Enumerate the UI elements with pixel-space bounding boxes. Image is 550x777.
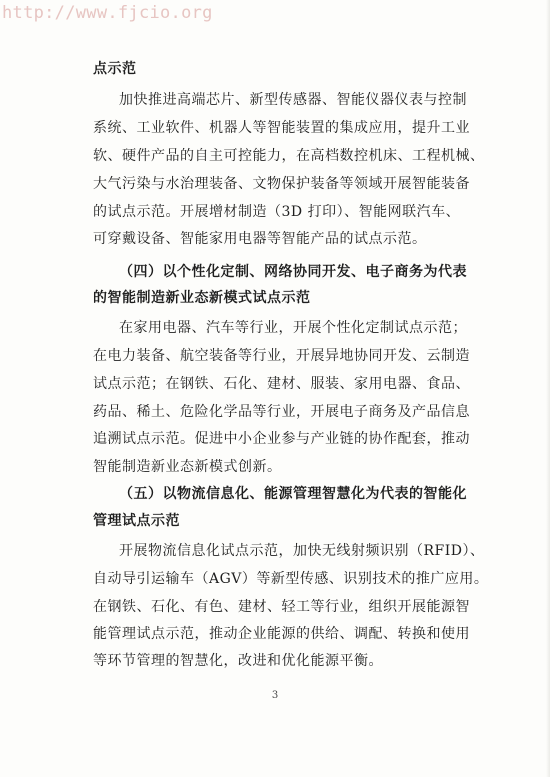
heading-continuation: 点示范 xyxy=(93,61,137,77)
section-heading-5-cont: 管理试点示范 xyxy=(93,513,180,529)
section-heading-5: （五）以物流信息化、能源管理智慧化为代表的智能化 xyxy=(119,486,467,502)
paragraph-line: 在家用电器、汽车等行业，开展个性化定制试点示范； xyxy=(119,320,467,336)
section-heading-4-cont: 的智能制造新业态新模式试点示范 xyxy=(93,290,311,306)
paragraph-line: 追溯试点示范。促进中小企业参与产业链的协作配套，推动 xyxy=(93,431,470,447)
paragraph-line: 开展物流信息化试点示范，加快无线射频识别（RFID）、 xyxy=(119,543,485,559)
watermark-url: http://www.fjcio.org xyxy=(2,3,213,23)
section-heading-4: （四）以个性化定制、网络协同开发、电子商务为代表 xyxy=(119,264,467,280)
paragraph-line: 的试点示范。开展增材制造（3D 打印）、智能网联汽车、 xyxy=(93,204,461,220)
paragraph-line: 等环节管理的智慧化，改进和优化能源平衡。 xyxy=(93,653,383,669)
paragraph-line: 大气污染与水治理装备、文物保护装备等领域开展智能装备 xyxy=(93,176,470,192)
paragraph-line: 在钢铁、石化、有色、建材、轻工等行业，组织开展能源智 xyxy=(93,599,470,615)
paragraph-line: 加快推进高端芯片、新型传感器、智能仪器仪表与控制 xyxy=(119,92,467,108)
paragraph-line: 药品、稀土、危险化学品等行业，开展电子商务及产品信息 xyxy=(93,404,470,420)
paragraph-line: 自动导引运输车（AGV）等新型传感、识别技术的推广应用。 xyxy=(93,571,489,587)
paragraph-line: 系统、工业软件、机器人等智能装置的集成应用，提升工业 xyxy=(93,120,470,136)
paragraph-line: 可穿戴设备、智能家用电器等智能产品的试点示范。 xyxy=(93,231,427,247)
scan-edge-shadow xyxy=(546,0,550,777)
paragraph-line: 在电力装备、航空装备等行业，开展异地协同开发、云制造 xyxy=(93,348,470,364)
paragraph-line: 软、硬件产品的自主可控能力，在高档数控机床、工程机械、 xyxy=(93,148,485,164)
page-number: 3 xyxy=(271,690,279,701)
paragraph-line: 智能制造新业态新模式创新。 xyxy=(93,459,282,475)
paragraph-line: 试点示范；在钢铁、石化、建材、服装、家用电器、食品、 xyxy=(93,376,470,392)
paragraph-line: 能管理试点示范，推动企业能源的供给、调配、转换和使用 xyxy=(93,626,470,642)
